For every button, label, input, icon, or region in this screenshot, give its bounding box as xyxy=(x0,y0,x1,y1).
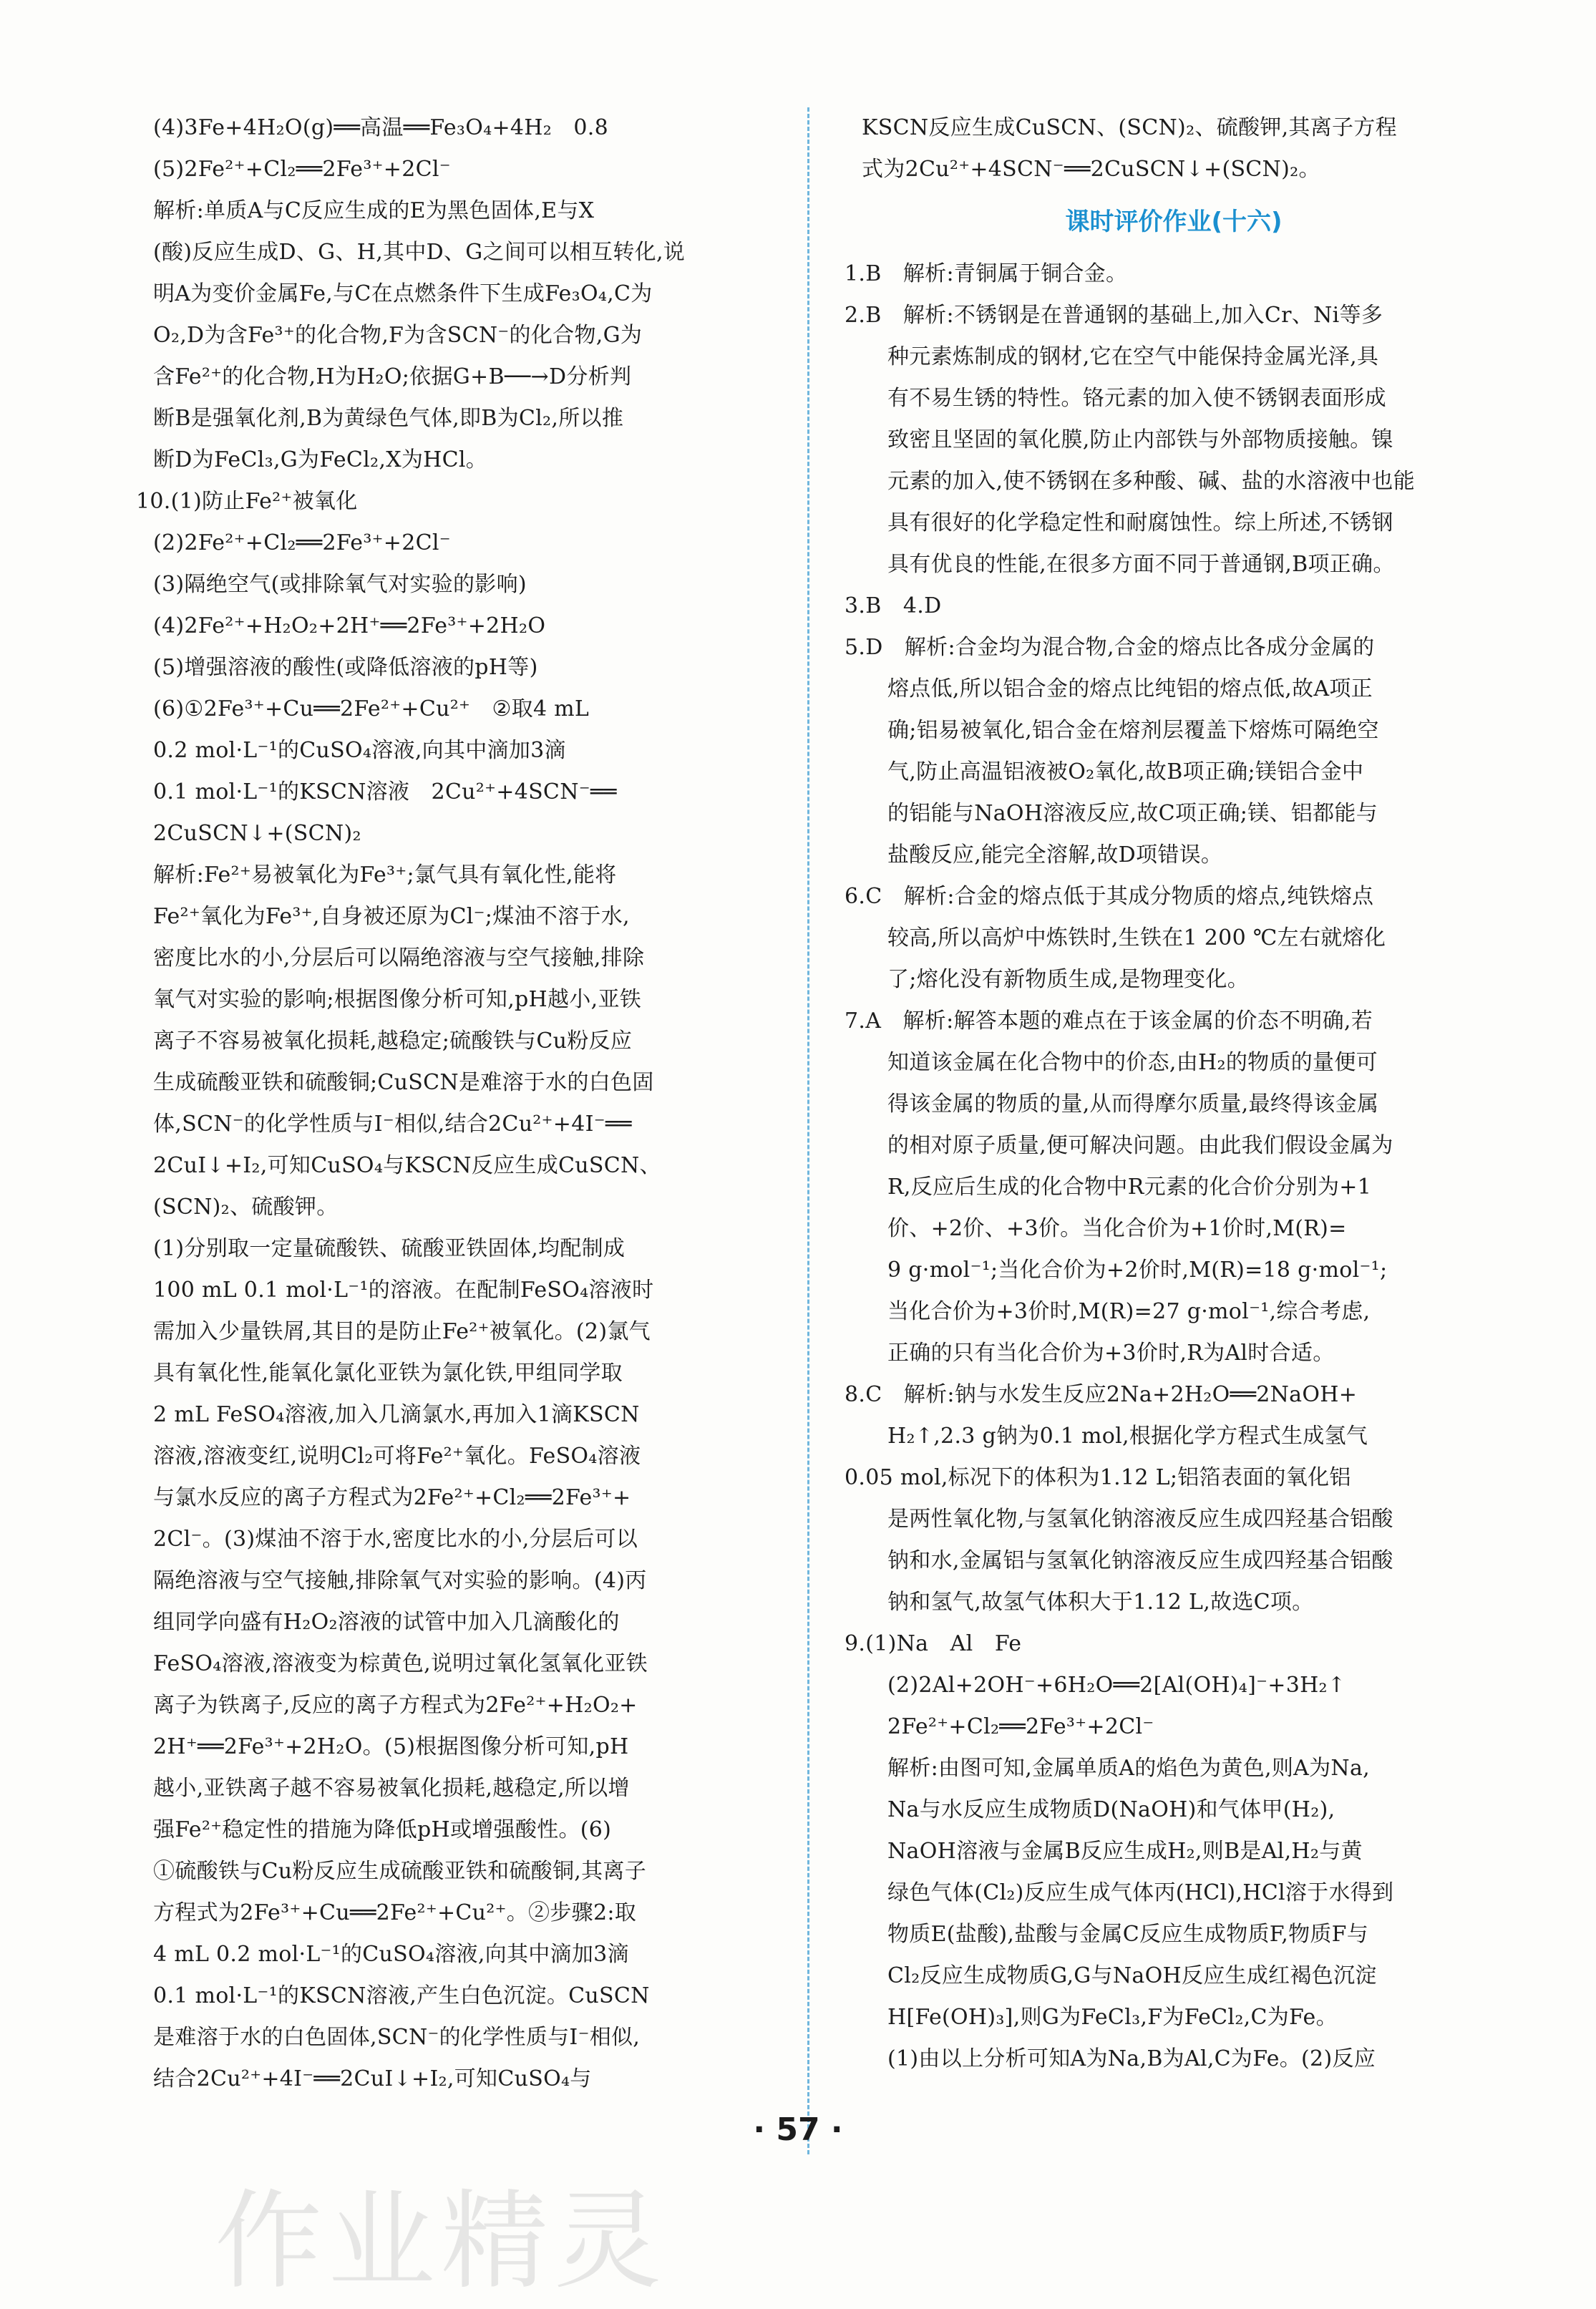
text-line: 物质E(盐酸),盐酸与金属C反应生成物质F,物质F与 xyxy=(887,1922,1369,1947)
text-line: 4 mL 0.2 mol·L⁻¹的CuSO₄溶液,向其中滴加3滴 xyxy=(153,1942,629,1967)
text-line: 了;熔化没有新物质生成,是物理变化。 xyxy=(887,967,1250,992)
text-line: 式为2Cu²⁺+4SCN⁻══2CuSCN↓+(SCN)₂。 xyxy=(862,157,1320,182)
text-line: 2H⁺══2Fe³⁺+2H₂O。(5)根据图像分析可知,pH xyxy=(153,1734,629,1759)
text-line: 熔点低,所以铝合金的熔点比纯铝的熔点低,故A项正 xyxy=(887,676,1373,701)
text-line: (4)3Fe+4H₂O(g)══高温══Fe₃O₄+4H₂ 0.8 xyxy=(153,115,608,140)
text-line: (6)①2Fe³⁺+Cu══2Fe²⁺+Cu²⁺ ②取4 mL xyxy=(153,696,590,721)
text-line: 种元素炼制成的钢材,它在空气中能保持金属光泽,具 xyxy=(887,344,1379,369)
text-line: 的相对原子质量,便可解决问题。由此我们假设金属为 xyxy=(887,1133,1393,1158)
text-line: 0.1 mol·L⁻¹的KSCN溶液 2Cu²⁺+4SCN⁻══ xyxy=(153,779,617,804)
text-line: Fe²⁺氧化为Fe³⁺,自身被还原为Cl⁻;煤油不溶于水, xyxy=(153,904,630,929)
text-line: 确;铝易被氧化,铝合金在熔剂层覆盖下熔炼可隔绝空 xyxy=(887,718,1379,743)
text-line: 是难溶于水的白色固体,SCN⁻的化学性质与I⁻相似, xyxy=(153,2025,641,2050)
text-line: Na与水反应生成物质D(NaOH)和气体甲(H₂), xyxy=(887,1797,1335,1822)
text-line: 2Cl⁻。(3)煤油不溶于水,密度比水的小,分层后可以 xyxy=(153,1527,638,1552)
text-line: 明A为变价金属Fe,与C在点燃条件下生成Fe₃O₄,C为 xyxy=(153,281,653,306)
text-line: 9 g·mol⁻¹;当化合价为+2价时,M(R)=18 g·mol⁻¹; xyxy=(887,1258,1388,1283)
text-line: 隔绝溶液与空气接触,排除氧气对实验的影响。(4)丙 xyxy=(153,1568,647,1593)
text-line: 10.(1)防止Fe²⁺被氧化 xyxy=(136,489,358,514)
text-line: (5)增强溶液的酸性(或降低溶液的pH等) xyxy=(153,655,538,680)
text-line: 较高,所以高炉中炼铁时,生铁在1 200 ℃左右就熔化 xyxy=(887,925,1386,951)
text-line: 2CuSCN↓+(SCN)₂ xyxy=(153,821,361,846)
text-line: 解析:Fe²⁺易被氧化为Fe³⁺;氯气具有氧化性,能将 xyxy=(153,862,617,888)
text-line: 解析:单质A与C反应生成的E为黑色固体,E与X xyxy=(153,198,595,223)
text-line: 致密且坚固的氧化膜,防止内部铁与外部物质接触。镍 xyxy=(887,427,1393,452)
text-line: 元素的加入,使不锈钢在多种酸、碱、盐的水溶液中也能 xyxy=(887,469,1416,494)
text-line: (1)分别取一定量硫酸铁、硫酸亚铁固体,均配制成 xyxy=(153,1236,626,1261)
text-line: R,反应后生成的化合物中R元素的化合价分别为+1 xyxy=(887,1175,1372,1200)
text-line: 氧气对实验的影响;根据图像分析可知,pH越小,亚铁 xyxy=(153,987,642,1012)
text-line: 8.C 解析:钠与水发生反应2Na+2H₂O══2NaOH+ xyxy=(845,1382,1358,1407)
text-line: (SCN)₂、硫酸钾。 xyxy=(153,1195,339,1220)
text-line: 含Fe²⁺的化合物,H为H₂O;依据G+B──→D分析判 xyxy=(153,364,632,389)
text-line: Cl₂反应生成物质G,G与NaOH反应生成红褐色沉淀 xyxy=(887,1963,1377,1988)
text-line: 需加入少量铁屑,其目的是防止Fe²⁺被氧化。(2)氯气 xyxy=(153,1319,651,1344)
text-line: 溶液,溶液变红,说明Cl₂可将Fe²⁺氧化。FeSO₄溶液 xyxy=(153,1444,641,1469)
section-title: 课时评价作业(十六) xyxy=(1065,208,1283,236)
text-line: 正确的只有当化合价为+3价时,R为Al时合适。 xyxy=(887,1341,1335,1366)
left-column xyxy=(136,107,780,2100)
text-line: 5.D 解析:合金均为混合物,合金的熔点比各成分金属的 xyxy=(845,635,1375,660)
text-line: 强Fe²⁺稳定性的措施为降低pH或增强酸性。(6) xyxy=(153,1817,612,1842)
text-line: 断B是强氧化剂,B为黄绿色气体,即B为Cl₂,所以推 xyxy=(153,406,624,431)
text-line: 气,防止高温铝液被O₂氧化,故B项正确;镁铝合金中 xyxy=(887,759,1364,784)
text-line: NaOH溶液与金属B反应生成H₂,则B是Al,H₂与黄 xyxy=(887,1839,1363,1864)
text-line: 离子为铁离子,反应的离子方程式为2Fe²⁺+H₂O₂+ xyxy=(153,1693,638,1718)
text-line: 体,SCN⁻的化学性质与I⁻相似,结合2Cu²⁺+4I⁻══ xyxy=(153,1112,632,1137)
text-line: O₂,D为含Fe³⁺的化合物,F为含SCN⁻的化合物,G为 xyxy=(153,323,643,348)
text-line: (1)由以上分析可知A为Na,B为Al,C为Fe。(2)反应 xyxy=(887,2046,1376,2071)
text-line: H₂↑,2.3 g钠为0.1 mol,根据化学方程式生成氢气 xyxy=(887,1424,1368,1449)
text-line: 与氯水反应的离子方程式为2Fe²⁺+Cl₂══2Fe³⁺+ xyxy=(153,1485,631,1510)
text-line: 盐酸反应,能完全溶解,故D项错误。 xyxy=(887,842,1223,867)
text-line: 2Fe²⁺+Cl₂══2Fe³⁺+2Cl⁻ xyxy=(887,1714,1154,1739)
text-line: 7.A 解析:解答本题的难点在于该金属的价态不明确,若 xyxy=(845,1008,1373,1034)
right-column xyxy=(845,107,1503,2080)
text-line: H[Fe(OH)₃],则G为FeCl₃,F为FeCl₂,C为Fe。 xyxy=(887,2005,1338,2030)
text-line: 0.2 mol·L⁻¹的CuSO₄溶液,向其中滴加3滴 xyxy=(153,738,566,763)
text-line: 0.05 mol,标况下的体积为1.12 L;铝箔表面的氧化铝 xyxy=(845,1465,1351,1490)
text-line: 具有氧化性,能氧化氯化亚铁为氯化铁,甲组同学取 xyxy=(153,1361,623,1386)
text-line: 结合2Cu²⁺+4I⁻══2CuI↓+I₂,可知CuSO₄与 xyxy=(153,2066,592,2091)
text-line: 组同学向盛有H₂O₂溶液的试管中加入几滴酸化的 xyxy=(153,1610,620,1635)
text-line: (5)2Fe²⁺+Cl₂══2Fe³⁺+2Cl⁻ xyxy=(153,157,451,182)
text-line: 得该金属的物质的量,从而得摩尔质量,最终得该金属 xyxy=(887,1092,1379,1117)
watermark: 作业精灵 xyxy=(215,2179,668,2304)
text-line: 6.C 解析:合金的熔点低于其成分物质的熔点,纯铁熔点 xyxy=(845,884,1374,909)
text-line: 钠和水,金属铝与氢氧化钠溶液反应生成四羟基合铝酸 xyxy=(887,1548,1393,1573)
text-line: 断D为FeCl₃,G为FeCl₂,X为HCl。 xyxy=(153,447,488,472)
column-divider xyxy=(807,107,809,2154)
text-line: 价、+2价、+3价。当化合价为+1价时,M(R)= xyxy=(887,1216,1347,1241)
text-line: 的铝能与NaOH溶液反应,故C项正确;镁、铝都能与 xyxy=(887,801,1378,826)
text-line: 越小,亚铁离子越不容易被氧化损耗,越稳定,所以增 xyxy=(153,1776,630,1801)
text-line: 知道该金属在化合物中的价态,由H₂的物质的量便可 xyxy=(887,1050,1378,1075)
text-line: 有不易生锈的特性。铬元素的加入使不锈钢表面形成 xyxy=(887,386,1386,411)
text-line: 3.B 4.D xyxy=(845,593,942,618)
text-line: 2 mL FeSO₄溶液,加入几滴氯水,再加入1滴KSCN xyxy=(153,1402,640,1427)
text-line: 绿色气体(Cl₂)反应生成气体丙(HCl),HCl溶于水得到 xyxy=(887,1880,1394,1905)
text-line: 9.(1)Na Al Fe xyxy=(845,1631,1022,1656)
text-line: (4)2Fe²⁺+H₂O₂+2H⁺══2Fe³⁺+2H₂O xyxy=(153,613,546,638)
text-line: 生成硫酸亚铁和硫酸铜;CuSCN是难溶于水的白色固 xyxy=(153,1070,654,1095)
text-line: ①硫酸铁与Cu粉反应生成硫酸亚铁和硫酸铜,其离子 xyxy=(153,1859,647,1884)
text-line: 0.1 mol·L⁻¹的KSCN溶液,产生白色沉淀。CuSCN xyxy=(153,1983,650,2008)
text-line: 具有很好的化学稳定性和耐腐蚀性。综上所述,不锈钢 xyxy=(887,510,1393,535)
text-line: 解析:由图可知,金属单质A的焰色为黄色,则A为Na, xyxy=(887,1756,1370,1781)
text-line: (3)隔绝空气(或排除氧气对实验的影响) xyxy=(153,572,527,597)
text-line: 2CuI↓+I₂,可知CuSO₄与KSCN反应生成CuSCN、 xyxy=(153,1153,661,1178)
text-line: (2)2Al+2OH⁻+6H₂O══2[Al(OH)₄]⁻+3H₂↑ xyxy=(887,1673,1346,1698)
text-line: 离子不容易被氧化损耗,越稳定;硫酸铁与Cu粉反应 xyxy=(153,1029,633,1054)
text-line: 是两性氧化物,与氢氧化钠溶液反应生成四羟基合铝酸 xyxy=(887,1507,1393,1532)
page-number: · 57 · xyxy=(753,2111,843,2148)
text-line: 2.B 解析:不锈钢是在普通钢的基础上,加入Cr、Ni等多 xyxy=(845,303,1383,328)
text-line: 1.B 解析:青铜属于铜合金。 xyxy=(845,261,1128,286)
text-line: (酸)反应生成D、G、H,其中D、G之间可以相互转化,说 xyxy=(153,240,686,265)
text-line: 具有优良的性能,在很多方面不同于普通钢,B项正确。 xyxy=(887,552,1395,577)
text-line: FeSO₄溶液,溶液变为棕黄色,说明过氧化氢氧化亚铁 xyxy=(153,1651,648,1676)
text-line: 密度比水的小,分层后可以隔绝溶液与空气接触,排除 xyxy=(153,946,645,971)
text-line: 100 mL 0.1 mol·L⁻¹的溶液。在配制FeSO₄溶液时 xyxy=(153,1278,654,1303)
text-line: 方程式为2Fe³⁺+Cu══2Fe²⁺+Cu²⁺。②步骤2:取 xyxy=(153,1900,637,1925)
text-line: 当化合价为+3价时,M(R)=27 g·mol⁻¹,综合考虑, xyxy=(887,1299,1371,1324)
text-line: KSCN反应生成CuSCN、(SCN)₂、硫酸钾,其离子方程 xyxy=(862,115,1397,140)
text-line: 钠和氢气,故氢气体积大于1.12 L,故选C项。 xyxy=(887,1590,1314,1615)
text-line: (2)2Fe²⁺+Cl₂══2Fe³⁺+2Cl⁻ xyxy=(153,530,451,555)
